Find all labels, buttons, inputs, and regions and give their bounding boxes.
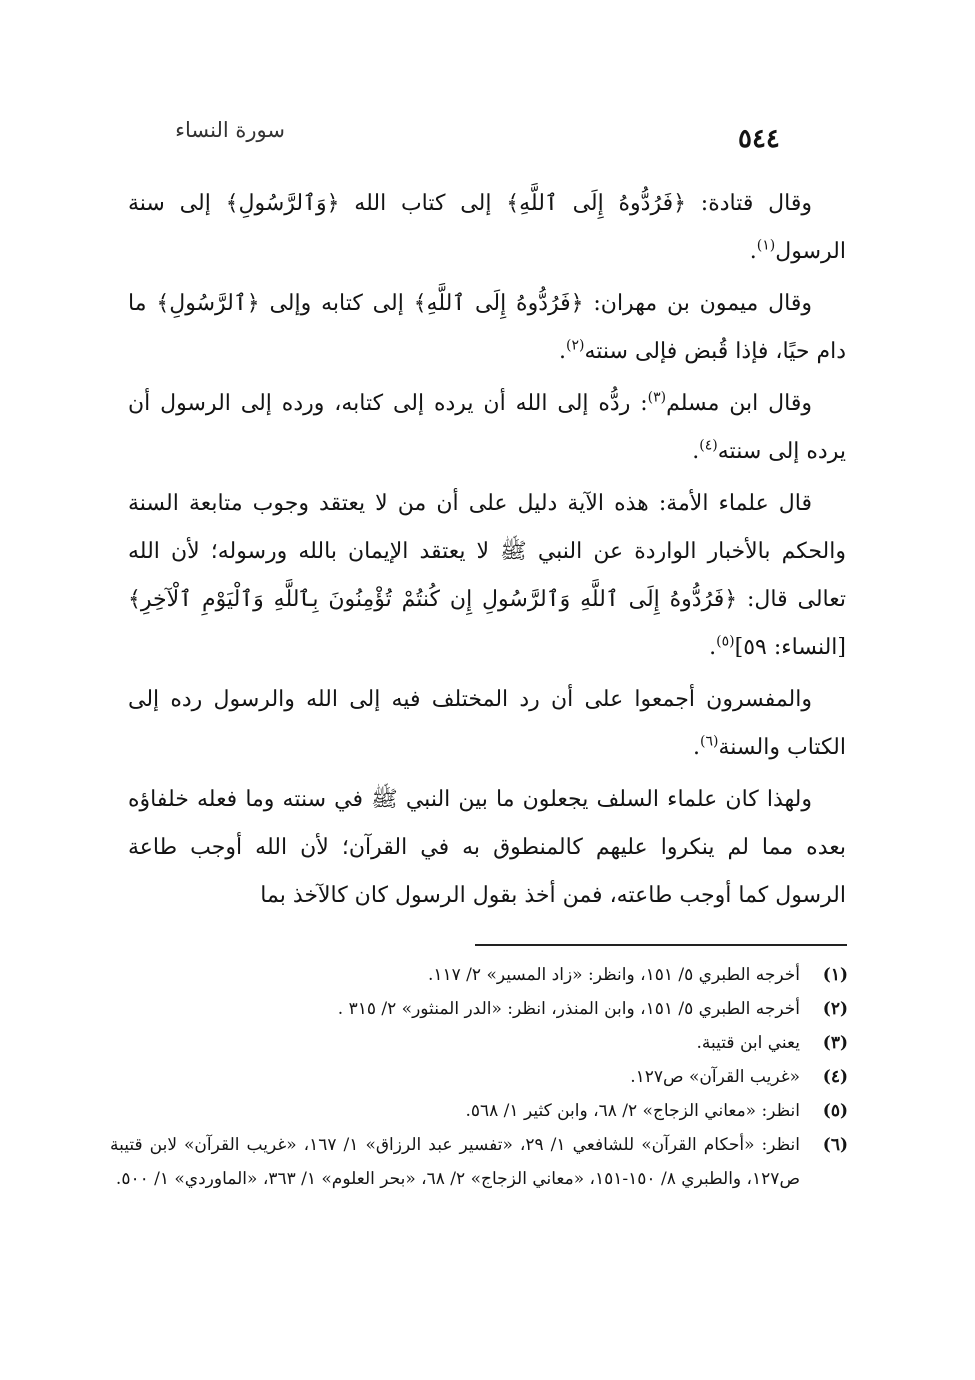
paragraph-end: .: [692, 439, 700, 464]
paragraph: [128, 776, 846, 920]
footnote-marker: (١): [756, 237, 776, 254]
paragraph: [128, 180, 846, 276]
paragraph-end: .: [749, 239, 757, 264]
paragraph: [128, 380, 846, 476]
footnote: [110, 992, 848, 1026]
footnote-number: (١): [822, 965, 848, 985]
footnote-text: يعني ابن قتيبة.: [696, 1033, 800, 1053]
paragraph-text: : ردُّه إلى الله أن يرده إلى كتابه، ورده إلى الرسول أن يرده إلى سنته: [128, 391, 846, 464]
main-text: [128, 180, 846, 924]
footnote: [110, 1026, 848, 1060]
footnote-number: (٦): [822, 1135, 848, 1155]
page-number: ٥٤٤: [738, 124, 780, 154]
paragraph-text: وقال ابن مسلم: [666, 391, 812, 416]
footnote: [110, 1094, 848, 1128]
footnote-text: انظر: «معاني الزجاج» ٢/ ٦٨، وابن كثير ١/ ٥٦٨.: [465, 1101, 800, 1121]
footnote: [110, 1128, 848, 1196]
footnote: [110, 1060, 848, 1094]
paragraph-end: .: [693, 735, 701, 760]
footnote-divider: [475, 944, 847, 946]
running-header-title: سورة النساء: [175, 118, 285, 142]
paragraph-text: وقال ميمون بن مهران: ﴿فَرُدُّوهُ إِلَى ٱللَّهِ﴾ إلى كتابه وإلى ﴿ٱلرَّسُولِ﴾ ما دام حيًا، فإذا قُبض فإلى سنته: [128, 291, 846, 364]
paragraph-text: قال علماء الأمة: هذه الآية دليل على أن من لا يعتقد وجوب متابعة السنة والحكم بالأخبار الواردة عن النبي ﷺ لا يعتقد الإيمان بالله ورسوله؛ لأن الله تعالى قال: ﴿فَرُدُّوهُ إِلَى ٱللَّهِ وَٱلرَّسُولِ إِن كُنتُمْ تُؤْمِنُونَ بِٱللَّهِ وَٱلْيَوْمِ ٱلْآخِرِ﴾ [النساء: ٥٩]: [128, 491, 846, 660]
paragraph-text: والمفسرون أجمعوا على أن رد المختلف فيه إلى الله والرسول رده إلى الكتاب والسنة: [128, 687, 846, 760]
paragraph-text: ولهذا كان علماء السلف يجعلون ما بين النبي ﷺ في سنته وما فعله خلفاؤه بعده مما لم ينكروا عليهم كالمنطوق به في القرآن؛ لأن الله أوجب طاعة الرسول كما أوجب طاعته، فمن أخذ بقول الرسول كان كالآخذ بما: [128, 787, 846, 908]
paragraph: [128, 280, 846, 376]
footnotes: [110, 958, 848, 1196]
footnote-marker: (٣): [647, 389, 667, 406]
footnote-marker: (٤): [699, 437, 718, 454]
paragraph-text: وقال قتادة: ﴿فَرُدُّوهُ إِلَى ٱللَّهِ﴾ إلى كتاب الله ﴿وَٱلرَّسُولِ﴾ إلى سنة الرسول: [128, 191, 846, 264]
footnote-number: (٢): [822, 999, 848, 1019]
footnote-marker: (٢): [565, 337, 585, 354]
footnote-text: أخرجه الطبري ٥/ ١٥١، وانظر: «زاد المسير» ٢/ ١١٧.: [427, 965, 800, 985]
footnote: [110, 958, 848, 992]
footnote-number: (٤): [822, 1067, 848, 1087]
footnote-text: انظر: «أحكام القرآن» للشافعي ١/ ٢٩، «تفسير عبد الرزاق» ١/ ١٦٧، «غريب القرآن» لابن قتيبة ص١٢٧، والطبري ٨/ ١٥٠-١٥١، «معاني الزجاج» ٢/ ٦٨، «بحر العلوم» ١/ ٣٦٣، «الماوردي» ١/ ٥٠٠.: [110, 1135, 800, 1189]
footnote-text: أخرجه الطبري ٥/ ١٥١، وابن المنذر، انظر: «الدر المنثور» ٢/ ٣١٥ .: [337, 999, 800, 1019]
footnote-number: (٣): [822, 1033, 848, 1053]
paragraph: [128, 480, 846, 672]
paragraph-end: .: [709, 635, 717, 660]
footnote-marker: (٦): [700, 733, 719, 750]
paragraph-end: .: [558, 339, 566, 364]
footnote-text: «غريب القرآن» ص١٢٧.: [630, 1067, 800, 1087]
paragraph: [128, 676, 846, 772]
footnote-marker: (٥): [716, 633, 735, 650]
footnote-number: (٥): [822, 1101, 848, 1121]
